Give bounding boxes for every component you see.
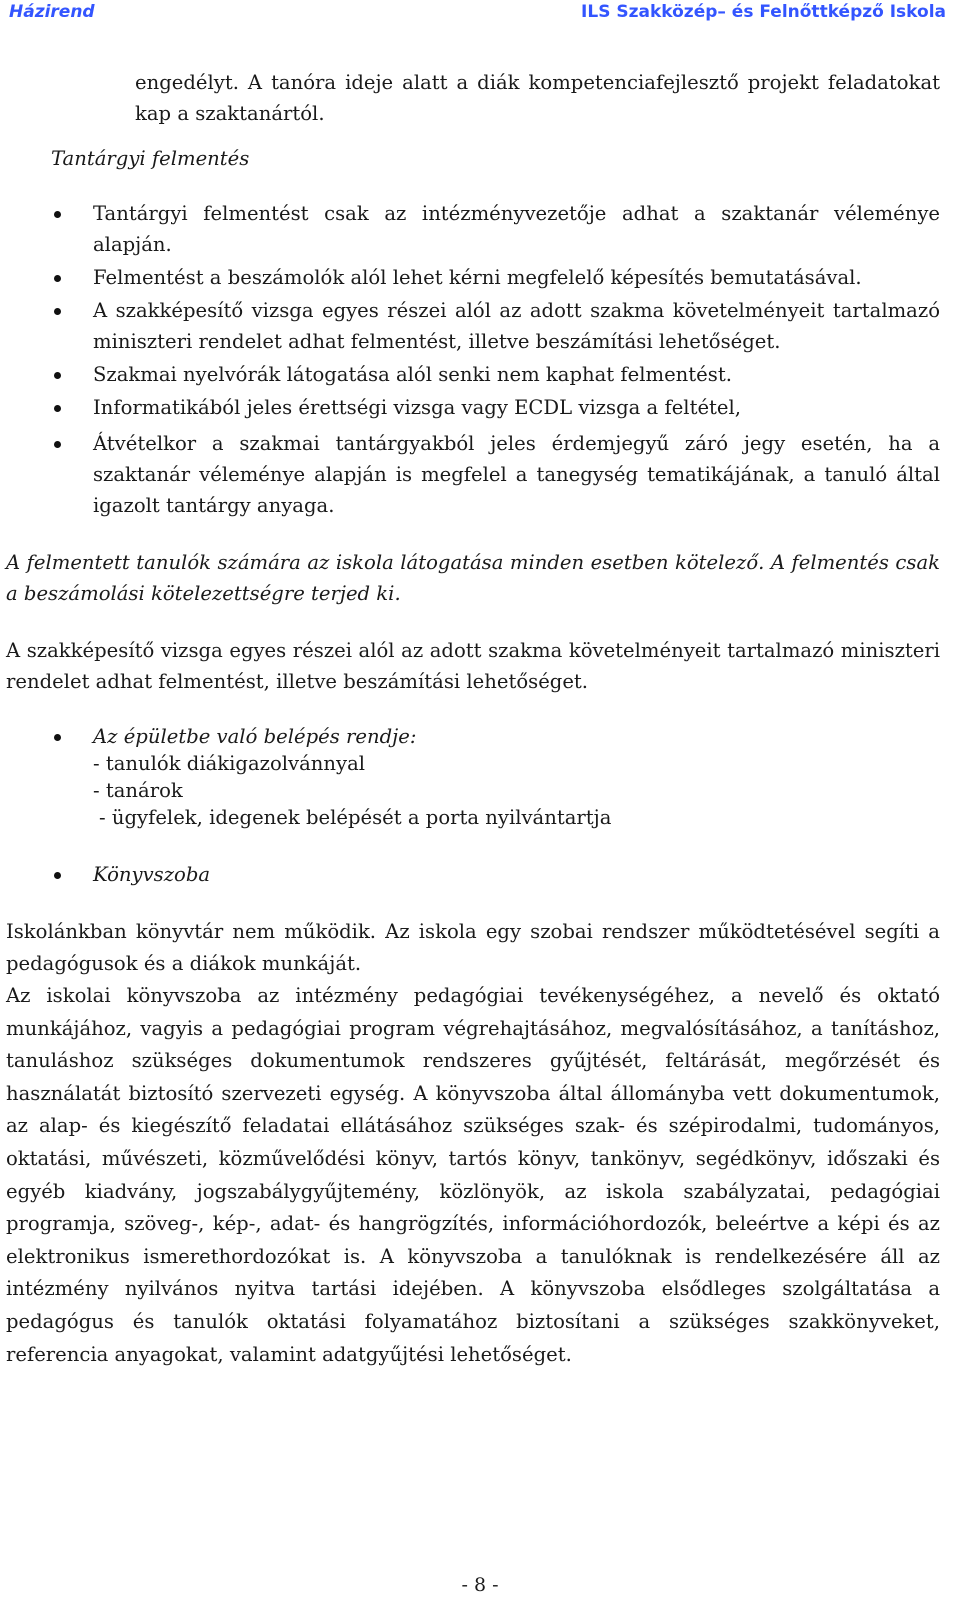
header-school-name: ILS Szakközép– és Felnőttképző Iskola bbox=[581, 2, 946, 22]
list-item: Informatikából jeles érettségi vizsga vagy ECDL vizsga a feltétel, bbox=[6, 392, 940, 423]
bullet-icon bbox=[54, 441, 61, 448]
list-item-library bbox=[6, 859, 940, 890]
list-item: Átvételkor a szakmai tantárgyakból jeles érdemjegyű záró jegy esetén, ha a szaktanár véleménye alapján is megfelel a tanegység tematikájának, a tanuló által igazolt tantárgy anyaga. bbox=[6, 428, 940, 521]
continued-paragraph: engedélyt. A tanóra ideje alatt a diák kompetenciafejlesztő projekt feladatokat kap a szaktanártól. bbox=[135, 71, 940, 125]
bullet-icon bbox=[54, 275, 61, 282]
entry-title: Az épületbe való belépés rendje: bbox=[93, 725, 417, 748]
bullet-icon bbox=[54, 405, 61, 412]
library-paragraph-2: Az iskolai könyvszoba az intézmény pedagógiai tevékenységéhez, a nevelő és oktató munkájához, vagyis a pedagógiai program végrehajtásához, megvalósításához, a tanításhoz, tanuláshoz szükséges dokumentumok rendszeres gyűjtését, feltárását, megőrzését és használatát biztosító szervezeti egység. A könyvszoba által állományba vett dokumentumok, az alap- és kiegészítő feladatai ellátásához szükséges szak- és szépirodalmi, tudományos, oktatási, művészeti, közművelődési könyv, tartós könyv, tankönyv, segédkönyv, időszaki és egyéb kiadvány, jogszabálygyűjtemény, közlönyök, az iskola szabályzatai, pedagógiai programja, szöveg-, kép-, adat- és hangrögzítés, információhordozók, beleértve a képi és az elektronikus ismerethordozókat is. A könyvszoba a tanulóknak is rendelkezésére áll az intézmény nyilvános nyitva tartási idejében. A könyvszoba elsődleges szolgáltatása a pedagógus és tanulók oktatási folyamatához biztosítani a szükséges szakkönyveket, referencia anyagokat, valamint adatgyűjtési lehetőséget. bbox=[6, 984, 940, 1366]
library-paragraph-1: Iskolánkban könyvtár nem működik. Az iskola egy szobai rendszer működtetésével segíti a pedagógusok és a diákok munkáját. bbox=[6, 920, 940, 975]
list-item: Felmentést a beszámolók alól lehet kérni megfelelő képesítés bemutatásával. bbox=[6, 262, 940, 293]
list-item: Szakmai nyelvórák látogatása alól senki nem kaphat felmentést. bbox=[6, 359, 940, 390]
exemption-list bbox=[6, 198, 940, 521]
bullet-icon bbox=[54, 308, 61, 315]
page-header bbox=[0, 0, 960, 28]
bullet-icon bbox=[54, 211, 61, 218]
entry-line: - tanárok bbox=[93, 779, 183, 802]
list-item: Tantárgyi felmentést csak az intézményvezetője adhat a szaktanár véleménye alapján. bbox=[6, 198, 940, 260]
bullet-icon bbox=[54, 872, 61, 879]
italic-note: A felmentett tanulók számára az iskola látogatása minden esetben kötelező. A felmentés csak a beszámolási kötelezettségre terjed ki. bbox=[6, 551, 940, 605]
document-body bbox=[6, 67, 940, 1371]
header-title: Házirend bbox=[9, 2, 95, 22]
bullet-icon bbox=[54, 372, 61, 379]
bullet-icon bbox=[54, 734, 61, 741]
library-title: Könyvszoba bbox=[93, 863, 211, 886]
vocational-exam-paragraph: A szakképesítő vizsga egyes részei alól az adott szakma követelményeit tartalmazó miniszteri rendelet adhat felmentést, illetve beszámítási lehetőséget. bbox=[6, 639, 940, 693]
entry-line: - ügyfelek, idegenek belépését a porta nyilvántartja bbox=[99, 806, 612, 829]
list-item: A szakképesítő vizsga egyes részei alól az adott szakma követelményeit tartalmazó miniszteri rendelet adhat felmentést, illetve beszámítási lehetőséget. bbox=[6, 295, 940, 357]
page-number: - 8 - bbox=[461, 1574, 499, 1596]
entry-list bbox=[6, 723, 940, 890]
entry-line: - tanulók diákigazolvánnyal bbox=[93, 752, 366, 775]
section-title-exemption: Tantárgyi felmentés bbox=[51, 147, 250, 170]
list-item-entry-rules bbox=[6, 723, 940, 831]
